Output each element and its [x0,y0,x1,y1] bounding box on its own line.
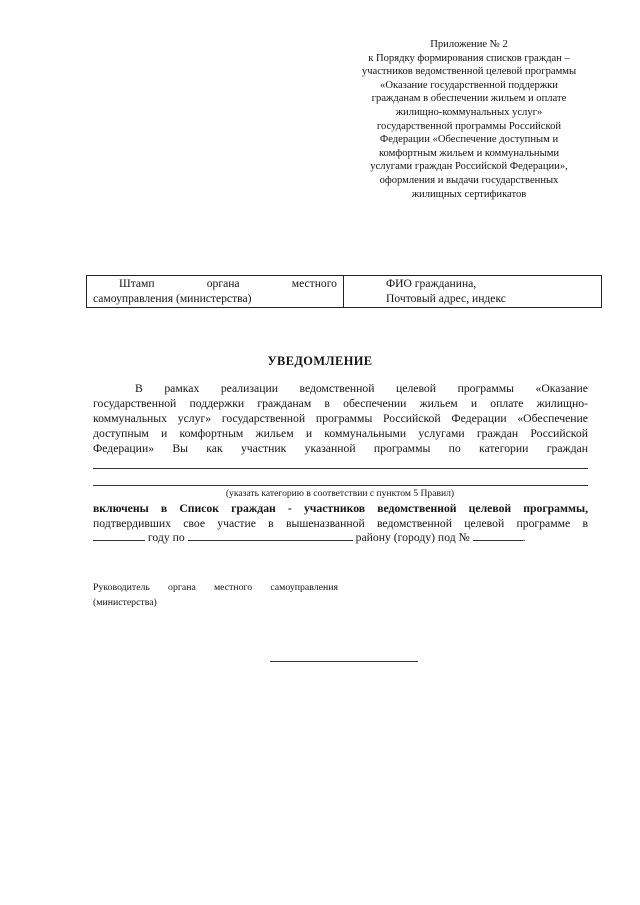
appendix-line: Приложение № 2 [430,39,508,50]
stamp-cell [87,276,344,307]
year-blank[interactable] [93,530,145,541]
head-title-line-2: (министерства) [93,597,157,608]
stamp-line-1 [119,277,337,292]
signature-line[interactable] [270,661,418,662]
district-blank[interactable] [188,530,353,541]
category-fill-line[interactable] [93,468,588,469]
head-word: местного [213,582,253,593]
category-hint: (указать категорию в соответствии с пунктом 5 Правил) [225,488,455,499]
paragraph-line: коммунальных услуг» государственной программы Российской Федерации «Обеспечение [93,412,588,425]
included-line: включены в Список граждан - участников ведомственной целевой программы, [93,502,588,515]
stamp-word: Штамп [119,277,155,290]
appendix-line: к Порядку формирования списков граждан – [368,52,570,64]
recipient-cell [344,276,600,307]
line-end-period: . [522,531,526,544]
year-label: году по [147,531,185,544]
appendix-line: услугами граждан Российской Федерации», [370,161,568,173]
head-word: самоуправления [270,582,338,593]
appendix-line: участников ведомственной целевой программы [361,66,577,78]
appendix-line: жилищных сертификатов [411,188,527,200]
category-fill-line[interactable] [93,485,588,486]
number-blank[interactable] [473,530,523,541]
confirm-line: подтвердивших свое участие в вышеназванной ведомственной целевой программе в [93,517,588,530]
paragraph-line: Федерации» Вы как участник указанной программы по категории граждан [93,442,588,455]
paragraph-line: доступным и комфортным жильем и коммунальными услугами граждан Российской [93,427,588,440]
recipient-address-label: Почтовый адрес, индекс [386,292,506,305]
appendix-header [338,38,600,201]
appendix-line: жилищно-коммунальных услуг» [395,106,543,118]
stamp-recipient-table [86,275,602,308]
head-word: Руководитель [93,582,150,593]
appendix-line: гражданам в обеспечении жильем и оплате [371,93,567,105]
stamp-word: местного [291,277,337,290]
appendix-line: «Оказание государственной поддержки [380,79,558,91]
stamp-line-2: самоуправления (министерства) [93,292,252,305]
stamp-word: органа [206,277,240,290]
appendix-line: Федерации «Обеспечение доступным и [379,134,559,146]
district-label: району (городу) под № [355,531,470,544]
paragraph-line: В рамках реализации ведомственной целевой программы «Оказание [135,382,588,395]
head-title-line-1 [93,582,338,593]
head-word: органа [168,582,196,593]
date-district-line [93,530,588,545]
paragraph-line: государственной поддержки гражданам в обеспечении жильем и оплате жилищно- [93,397,588,410]
appendix-line: государственной программы Российской [376,120,562,132]
appendix-line: комфортным жильем и коммунальными [378,147,560,159]
notice-title: УВЕДОМЛЕНИЕ [267,354,373,368]
appendix-line: оформления и выдачи государственных [379,174,559,186]
recipient-name-label: ФИО гражданина, [386,277,477,290]
